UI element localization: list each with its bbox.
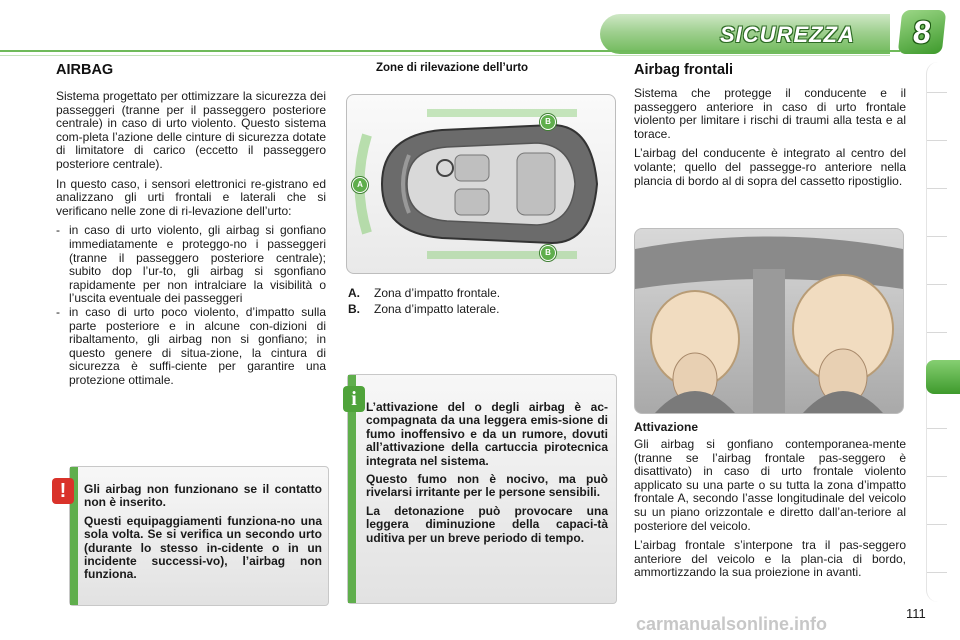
legend-row-b: B. Zona d’impatto laterale.: [348, 302, 500, 316]
list-item: - in caso di urto violento, gli airbag si gonfiano immediatamente e proteggo-no i passeggeri (tranne il passeggero posteriore centrale); subito dop l’ur-to, gli airbag si sgonfiano rapidamente per non intralciare la visibilità o l’uscita eventuale dei passeggeri: [56, 224, 326, 306]
active-chapter-tab: [926, 360, 960, 394]
callout-a: A: [352, 177, 368, 193]
figure-title: Zone di rilevazione dell’urto: [376, 62, 529, 74]
frontal-airbag-p1: Sistema che protegge il conducente e il passeggero anteriore in caso di urto frontale violento per limitare i rischi di traumi alla testa e al torace.: [634, 86, 906, 141]
warning-text: Gli airbag non funzionano se il contatto non è inserito.: [84, 482, 322, 510]
callout-b-top: B: [540, 114, 556, 130]
info-text: Questo fumo non è nocivo, ma può rivelarsi irritante per le persone sensibili.: [366, 472, 608, 500]
activation-p1: Gli airbag si gonfiano contemporanea-mente (tranne se l’airbag frontale pas-seggero è disattivato) in caso di urto frontale violento applicato su una parte o su tutta la zona d’impatto frontale A, secondo l’asse longitudinale del veicolo su un piano orizzontale e diretto dall’an-teriore al posteriore del veicolo.: [634, 437, 906, 533]
inflated-airbags-illustration: [635, 229, 903, 413]
info-text: L’attivazione del o degli airbag è ac-compagnata da una leggera emis-sione di fumo inoffensivo e da un rumore, dovuti all’attivazione della cartuccia pirotecnica integrata nel sistema.: [366, 400, 608, 468]
car-top-view-illustration: [347, 95, 615, 273]
chapter-number-badge: 8: [898, 10, 947, 54]
airbag-intro: Sistema progettato per ottimizzare la sicurezza dei passeggeri (tranne per il passeggero posteriore centrale) in caso di urto violento. Questo sistema com-pleta l’azione delle cinture di sicurezza dotate di limitatore di carico (eccetto il passeggero posteriore centrale).: [56, 89, 326, 171]
airbag-sensors: In questo caso, i sensori elettronici re-gistrano ed analizzano gli urti frontali e laterali che si verificano nelle zone di ri-levazione dell’urto:: [56, 176, 326, 218]
list-item: - in caso di urto poco violento, d’impatto sulla parte posteriore e in alcune con-dizioni di ribaltamento, gli airbag non si gonfiano; in questo genere di situa-zione, la cintura di sicurezza è suffi-ciente per garantire una protezione ottimale.: [56, 306, 326, 388]
figure-legend: [348, 285, 608, 317]
page-number: 111: [906, 606, 926, 621]
frontal-airbags-figure: [634, 228, 904, 414]
airbag-section: [56, 62, 326, 387]
activation-p2: L’airbag frontale s’interpone tra il pas-seggero anteriore del veicolo e la plan-cia di bordo, ammortizzando la sua proiezione in avanti.: [634, 538, 906, 580]
warning-icon: !: [52, 478, 74, 504]
warning-text: Questi equipaggiamenti funziona-no una sola volta. Se si verifica un secondo urto (durante lo stesso in-cidente o in un incidente successi-vo), l’airbag non funziona.: [84, 513, 322, 582]
callout-b-bottom: B: [540, 245, 556, 261]
info-icon: i: [343, 386, 365, 412]
section-title-airbag: AIRBAG: [56, 62, 114, 78]
chapter-index-tabs: [926, 62, 960, 602]
info-note: [347, 374, 617, 604]
airbag-behaviour-list: [56, 224, 326, 387]
frontal-airbag-section: [634, 62, 906, 194]
header-rule-thin: [0, 55, 890, 56]
legend-row-a: A. Zona d’impatto frontale.: [348, 286, 501, 300]
activation-section: [634, 420, 906, 586]
impact-zones-figure: [346, 94, 616, 274]
info-text: La detonazione può provocare una leggera diminuzione della capaci-tà uditiva per un breve periodo di tempo.: [366, 503, 608, 545]
warning-note: [69, 466, 329, 606]
activation-title: Attivazione: [634, 420, 699, 434]
frontal-airbag-p2: L’airbag del conducente è integrato al centro del volante; quello del passegge-ro anteriore nella plancia di bordo al di sopra del cassetto ripostiglio.: [634, 146, 906, 188]
chapter-title: SICUREZZA: [720, 22, 855, 47]
section-title-frontal-airbag: Airbag frontali: [634, 62, 734, 78]
watermark: carmanualsonline.info: [636, 614, 828, 634]
